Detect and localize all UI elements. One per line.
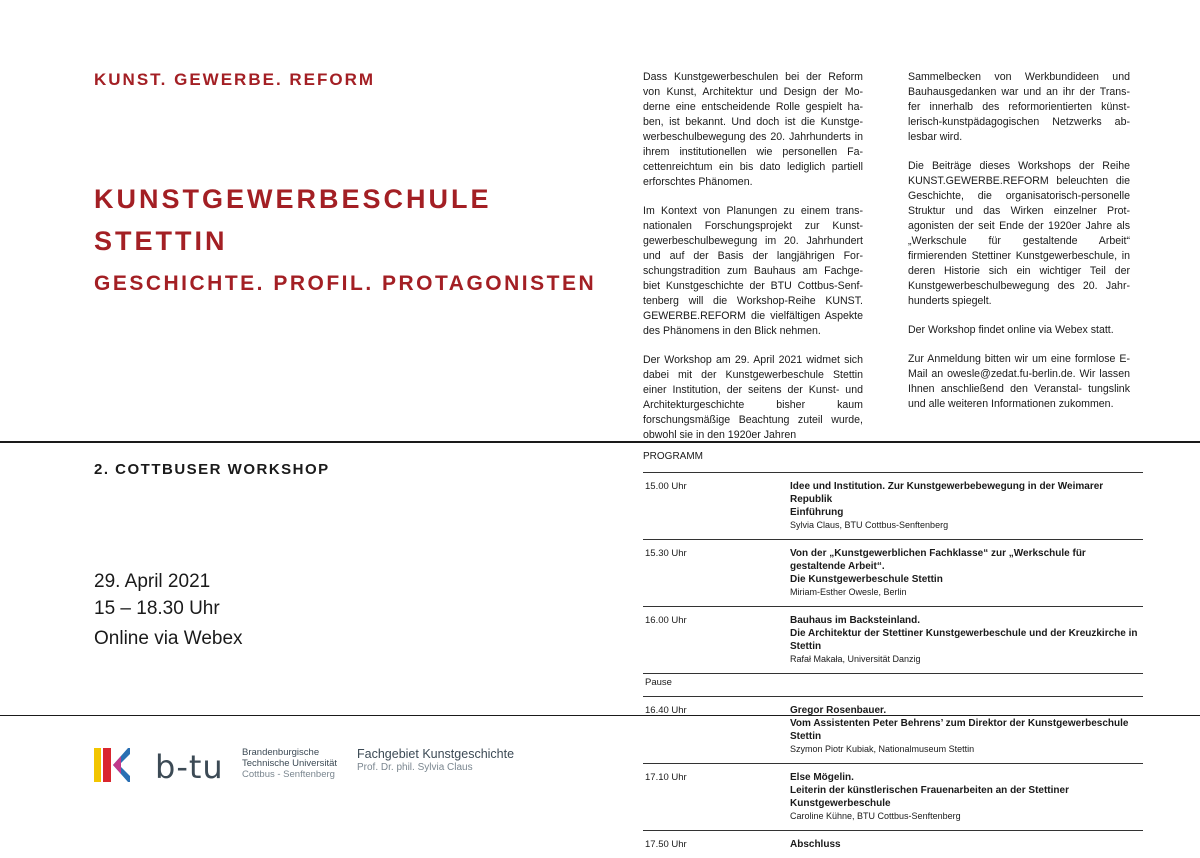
- program-title: Gregor Rosenbauer.: [790, 705, 887, 716]
- program-subtitle: Leiterin der künstlerischen Frauenarbeiten an der Stettiner Kunstgewerbeschule: [790, 785, 1069, 809]
- program-label: PROGRAMM: [643, 451, 703, 462]
- paragraph: Zur Anmeldung bitten wir um eine formlose E-Mail an owesle@zedat.fu-berlin.de. Wir lassen Ihnen anschließend den Veranstal- tungslink und alle weiteren Informationen zukommen.: [908, 353, 1130, 410]
- paragraph: Der Workshop findet online via Webex statt.: [908, 324, 1114, 336]
- title-line-2: STETTIN: [94, 226, 228, 256]
- program-pause: [643, 674, 1143, 697]
- program-row: [643, 764, 1143, 831]
- paragraph: Dass Kunstgewerbeschulen bei der Reform von Kunst, Architektur und Design der Mo- derne eine entscheidende Rolle gespielt ha- ben, ist bekannt. Und doch ist die Kunstge- werbeschulbewegung des 20. Jahrhunderts in ihrem institutionellen wie personellen Fa- cettenreichtum ein bis dato lediglich partiell erforschtes Phänomen.: [643, 71, 863, 188]
- section-divider: [0, 441, 1200, 443]
- program-speaker: Miriam-Esther Owesle, Berlin: [790, 587, 907, 597]
- page-subtitle: GESCHICHTE. PROFIL. PROTAGONISTEN: [94, 272, 597, 295]
- program-title: Idee und Institution. Zur Kunstgewerbebewegung in der Weimarer Republik: [790, 481, 1104, 505]
- program-row: [643, 540, 1143, 607]
- paragraph: Sammelbecken von Werkbundideen und Bauhausgedanken war und an ihr der Trans- fer innerhalb des reformorientierten künst- lerisch-kunstpädagogischen Netzwerks ab- lesbar wird.: [908, 71, 1130, 143]
- program-title: Von der „Kunstgewerblichen Fachklasse“ zur „Werkschule für gestaltende Arbeit“.: [790, 548, 1086, 572]
- program-speaker: Caroline Kühne, BTU Cottbus-Senftenberg: [790, 811, 961, 821]
- program-time: 17.10 Uhr: [645, 772, 687, 783]
- program-speaker: Sylvia Claus, BTU Cottbus-Senftenberg: [790, 520, 949, 530]
- ibk-logo-icon: [94, 748, 130, 782]
- program-time: 15.00 Uhr: [645, 481, 687, 492]
- program-row: [643, 831, 1143, 858]
- program-row: [643, 472, 1143, 540]
- program-speaker: Szymon Piotr Kubiak, Nationalmuseum Stettin: [790, 744, 975, 754]
- program-title: Else Mögelin.: [790, 772, 854, 783]
- paragraph: Die Beiträge dieses Workshops der Reihe KUNST.GEWERBE.REFORM beleuchten die Geschichte, die organisatorisch-personelle Struktur und das Wirken einzelner Prot- agonisten der seit Ende der 1920er Jahre als „Werkschule für gestaltende Arbeit“ firmierenden Stettiner Kunstgewerbeschule, in deren Historie sich ein wichtiger Teil der Kunstgewerbeschulbewegung des 20. Jahr- hunderts spiegelt.: [908, 160, 1130, 307]
- series-title: KUNST. GEWERBE. REFORM: [94, 70, 376, 89]
- program-title: Bauhaus im Backsteinland.: [790, 615, 921, 626]
- btu-logo: [155, 748, 224, 786]
- uni-line-2: Technische Universität: [242, 758, 338, 769]
- paragraph: Der Workshop am 29. April 2021 widmet sich dabei mit der Kunstgewerbeschule Stettin einer Institution, der seitens der Kunst- und Architekturgeschichte bisher kaum forschungsmäßige Beachtung zuteil wurde, obwohl sie in den 1920er Jahren: [643, 354, 863, 441]
- program-subtitle: Die Architektur der Stettiner Kunstgewerbeschule und der Kreuzkirche in Stettin: [790, 628, 1138, 652]
- pause-label: Pause: [645, 677, 672, 688]
- program-row: [643, 697, 1143, 764]
- program-subtitle: Vom Assistenten Peter Behrens’ zum Direktor der Kunstgewerbeschule Stettin: [790, 718, 1129, 742]
- uni-line-3: Cottbus - Senftenberg: [242, 769, 335, 780]
- program-time: 16.40 Uhr: [645, 705, 687, 716]
- program-title: Abschluss: [790, 839, 841, 850]
- program-time: 16.00 Uhr: [645, 615, 687, 626]
- program-list: [643, 472, 1143, 858]
- event-details: [94, 568, 243, 652]
- event-date: 29. April 2021: [94, 571, 211, 592]
- intro-column-2: [908, 70, 1130, 426]
- department-name: Fachgebiet Kunstgeschichte: [357, 747, 515, 761]
- university-name: [242, 747, 337, 780]
- paragraph: Im Kontext von Planungen zu einem trans- nationalen Forschungsprojekt zur Kunst- gewerbeschulbewegung im 20. Jahrhundert und auf der Basis der langjährigen For- schungstradition zum Bauhaus am Fachge- biet Kunstgeschichte der BTU Cottbus-Senf- tenberg will die Workshop-Reihe KUNST. GEWERBE.REFORM die vielfältigen Aspekte des Phänomens in den Blick nehmen.: [643, 205, 863, 337]
- professor-name: Prof. Dr. phil. Sylvia Claus: [357, 762, 473, 773]
- event-location: Online via Webex: [94, 628, 243, 649]
- program-subtitle: Einführung: [790, 507, 844, 518]
- btu-wordmark: b-tu: [155, 748, 224, 786]
- program-time: 15.30 Uhr: [645, 548, 687, 559]
- intro-column-1: [643, 70, 863, 441]
- uni-line-1: Brandenburgische: [242, 747, 320, 758]
- workshop-label: 2. COTTBUSER WORKSHOP: [94, 461, 330, 478]
- program-time: 17.50 Uhr: [645, 839, 687, 850]
- event-time: 15 – 18.30 Uhr: [94, 598, 220, 619]
- page-title: [94, 178, 492, 262]
- title-line-1: KUNSTGEWERBESCHULE: [94, 184, 492, 214]
- program-row: [643, 607, 1143, 674]
- program-speaker: Rafał Makała, Universität Danzig: [790, 654, 921, 664]
- program-subtitle: Die Kunstgewerbeschule Stettin: [790, 574, 943, 585]
- department-info: [357, 747, 514, 773]
